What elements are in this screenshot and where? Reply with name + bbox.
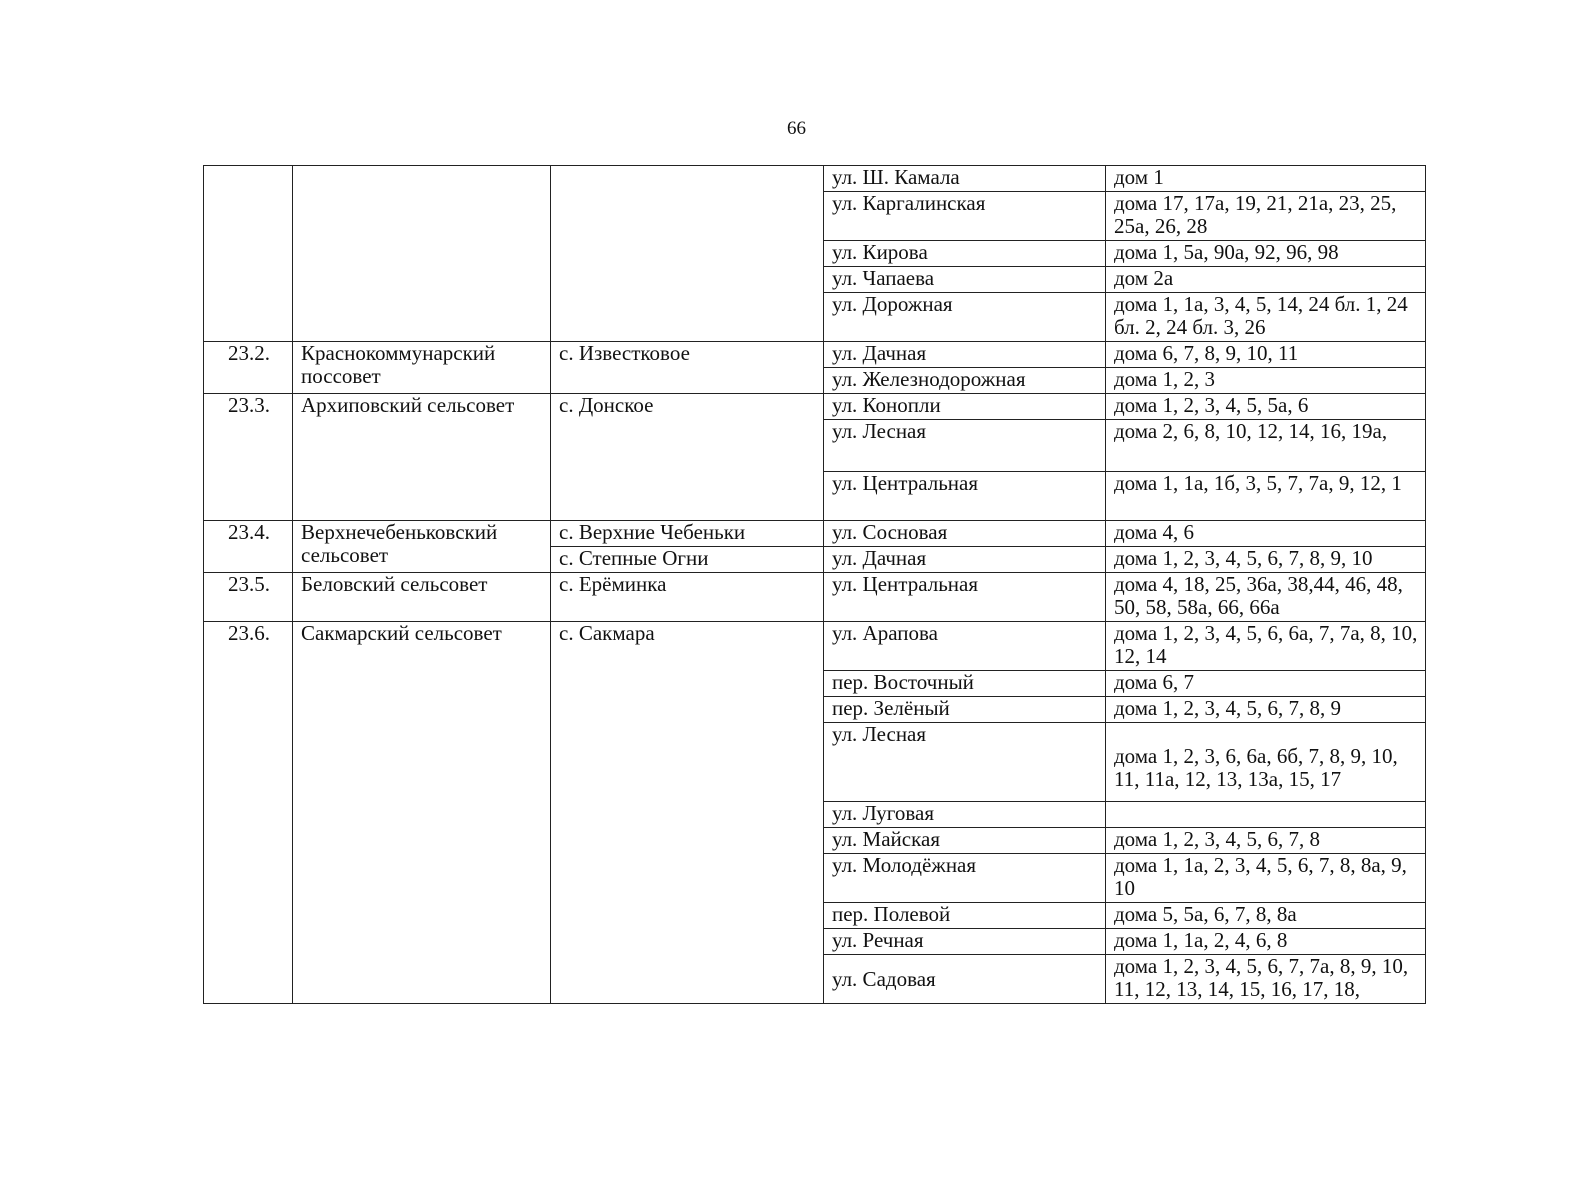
houses-cell: дома 6, 7, 8, 9, 10, 11 bbox=[1106, 342, 1426, 368]
street-cell: ул. Майская bbox=[824, 828, 1106, 854]
street-cell: пер. Полевой bbox=[824, 903, 1106, 929]
street-cell: ул. Речная bbox=[824, 929, 1106, 955]
village-cell: с. Степные Огни bbox=[551, 547, 824, 573]
street-cell: ул. Молодёжная bbox=[824, 854, 1106, 903]
table-row bbox=[204, 394, 1426, 420]
street-cell: ул. Лесная bbox=[824, 723, 1106, 802]
village-cell: с. Ерёминка bbox=[551, 573, 824, 622]
houses-cell: дома 4, 18, 25, 36а, 38,44, 46, 48, 50, 58, 58а, 66, 66а bbox=[1106, 573, 1426, 622]
street-cell: ул. Центральная bbox=[824, 472, 1106, 521]
houses-cell: дома 1, 2, 3, 4, 5, 6, 7, 8, 9, 10 bbox=[1106, 547, 1426, 573]
houses-cell: дома 1, 2, 3, 6, 6а, 6б, 7, 8, 9, 10, 11, 11а, 12, 13, 13а, 15, 17 bbox=[1106, 723, 1426, 802]
street-cell: ул. Луговая bbox=[824, 802, 1106, 828]
table-row bbox=[204, 342, 1426, 368]
street-cell: ул. Чапаева bbox=[824, 267, 1106, 293]
council-cell: Сакмарский сельсовет bbox=[293, 622, 551, 1004]
houses-cell: дома 5, 5а, 6, 7, 8, 8а bbox=[1106, 903, 1426, 929]
street-cell: ул. Конопли bbox=[824, 394, 1106, 420]
number-cell bbox=[204, 166, 293, 342]
street-cell: ул. Дачная bbox=[824, 547, 1106, 573]
page-number: 66 bbox=[787, 118, 806, 139]
houses-cell: дома 1, 2, 3, 4, 5, 6, 7, 7а, 8, 9, 10, 11, 12, 13, 14, 15, 16, 17, 18, bbox=[1106, 955, 1426, 1004]
houses-cell: дома 1, 1а, 2, 3, 4, 5, 6, 7, 8, 8а, 9, 10 bbox=[1106, 854, 1426, 903]
council-cell: Беловский сельсовет bbox=[293, 573, 551, 622]
houses-cell: дом 2а bbox=[1106, 267, 1426, 293]
houses-cell: дома 1, 1а, 2, 4, 6, 8 bbox=[1106, 929, 1426, 955]
village-cell: с. Сакмара bbox=[551, 622, 824, 1004]
houses-cell: дома 17, 17а, 19, 21, 21а, 23, 25, 25а, 26, 28 bbox=[1106, 192, 1426, 241]
street-cell: ул. Арапова bbox=[824, 622, 1106, 671]
address-table bbox=[203, 165, 1426, 1004]
houses-cell: дома 1, 1а, 1б, 3, 5, 7, 7а, 9, 12, 1 bbox=[1106, 472, 1426, 521]
houses-cell: дома 1, 5а, 90а, 92, 96, 98 bbox=[1106, 241, 1426, 267]
houses-cell bbox=[1106, 802, 1426, 828]
table-row bbox=[204, 573, 1426, 622]
houses-cell: дома 1, 2, 3, 4, 5, 5а, 6 bbox=[1106, 394, 1426, 420]
houses-cell: дома 1, 2, 3, 4, 5, 6, 6а, 7, 7а, 8, 10, 12, 14 bbox=[1106, 622, 1426, 671]
table-row bbox=[204, 622, 1426, 671]
street-cell: ул. Железнодорожная bbox=[824, 368, 1106, 394]
number-cell: 23.5. bbox=[204, 573, 293, 622]
houses-cell: дома 1, 2, 3, 4, 5, 6, 7, 8, 9 bbox=[1106, 697, 1426, 723]
council-cell bbox=[293, 166, 551, 342]
houses-cell: дома 4, 6 bbox=[1106, 521, 1426, 547]
street-cell: ул. Дачная bbox=[824, 342, 1106, 368]
council-cell: Краснокоммунарский поссовет bbox=[293, 342, 551, 394]
street-cell: ул. Садовая bbox=[824, 955, 1106, 1004]
village-cell: с. Известковое bbox=[551, 342, 824, 394]
council-cell: Архиповский сельсовет bbox=[293, 394, 551, 521]
number-cell: 23.6. bbox=[204, 622, 293, 1004]
village-cell: с. Донское bbox=[551, 394, 824, 521]
street-cell: ул. Лесная bbox=[824, 420, 1106, 472]
number-cell: 23.3. bbox=[204, 394, 293, 521]
village-cell bbox=[551, 166, 824, 342]
houses-cell: дома 1, 1а, 3, 4, 5, 14, 24 бл. 1, 24 бл. 2, 24 бл. 3, 26 bbox=[1106, 293, 1426, 342]
street-cell: ул. Кирова bbox=[824, 241, 1106, 267]
street-cell: ул. Центральная bbox=[824, 573, 1106, 622]
table-row bbox=[204, 166, 1426, 192]
number-cell: 23.2. bbox=[204, 342, 293, 394]
street-cell: ул. Дорожная bbox=[824, 293, 1106, 342]
table-row bbox=[204, 521, 1426, 547]
houses-cell: дома 6, 7 bbox=[1106, 671, 1426, 697]
street-cell: ул. Ш. Камала bbox=[824, 166, 1106, 192]
street-cell: ул. Сосновая bbox=[824, 521, 1106, 547]
street-cell: ул. Каргалинская bbox=[824, 192, 1106, 241]
street-cell: пер. Зелёный bbox=[824, 697, 1106, 723]
houses-cell: дом 1 bbox=[1106, 166, 1426, 192]
street-cell: пер. Восточный bbox=[824, 671, 1106, 697]
houses-cell: дома 1, 2, 3, 4, 5, 6, 7, 8 bbox=[1106, 828, 1426, 854]
houses-cell: дома 1, 2, 3 bbox=[1106, 368, 1426, 394]
houses-cell: дома 2, 6, 8, 10, 12, 14, 16, 19а, bbox=[1106, 420, 1426, 472]
village-cell: с. Верхние Чебеньки bbox=[551, 521, 824, 547]
number-cell: 23.4. bbox=[204, 521, 293, 573]
council-cell: Верхнечебеньковский сельсовет bbox=[293, 521, 551, 573]
